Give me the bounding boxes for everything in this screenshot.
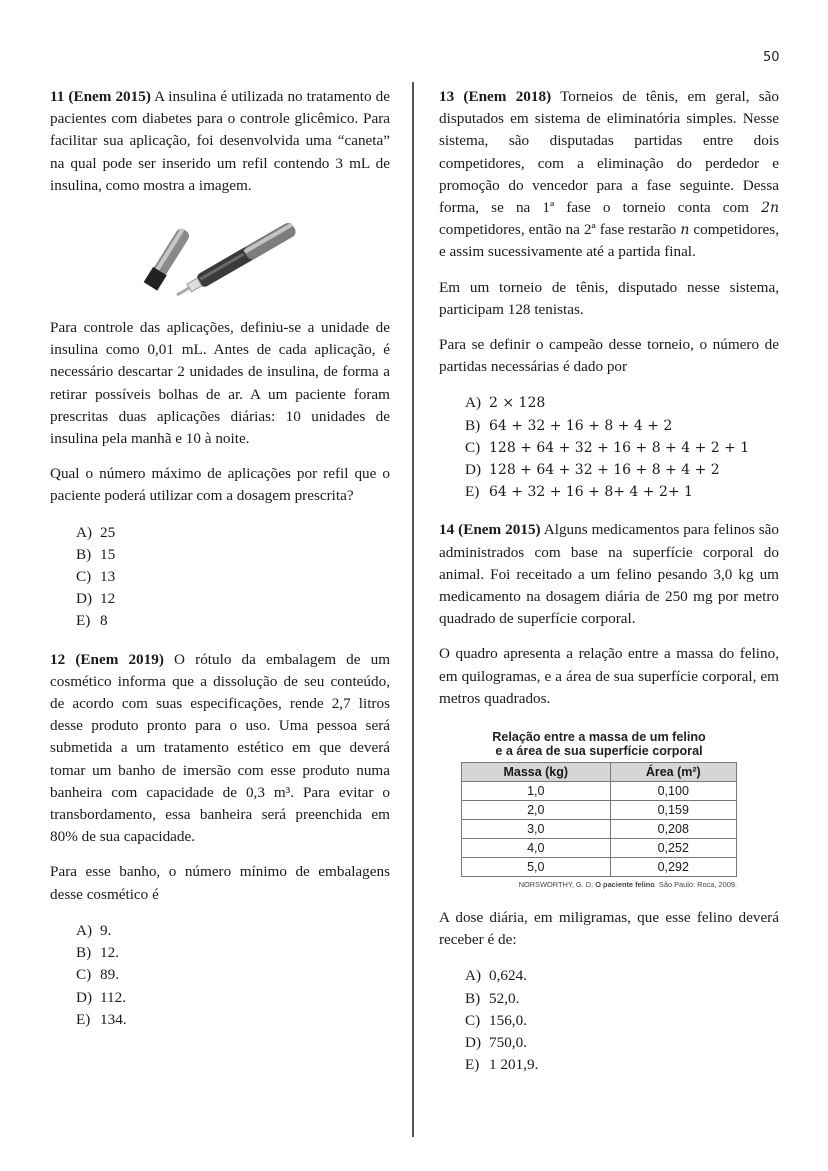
table-row: 5,0 0,292 — [462, 858, 737, 877]
question-13-prompt: Para se definir o campeão desse torneio, o número de partidas necessárias é dado por — [439, 336, 779, 376]
insulin-pen-image — [138, 217, 298, 297]
option-e[interactable]: E) 134. — [76, 1010, 127, 1028]
question-11-header: 11 (Enem 2015) — [50, 88, 151, 105]
question-13-intro: 13 (Enem 2018) Torneios de tênis, em geral, são disputados em sistema de eliminatória simples. Nesse sistema, são disputadas partidas entre dois competidores, com a eliminação do perdedor e promoção do vencedor para a fase seguinte. Dessa forma, se na 1ª fase o torneio conta com 2n competidores, então na 2ª fase restarão n competidores, e assim sucessivamente até a partida final. — [439, 88, 779, 261]
table-citation: NORSWORTHY, G. D. O paciente felino. São Paulo: Roca, 2009. — [518, 880, 737, 890]
question-11-body: Para controle das aplicações, definiu-se a unidade de insulina como 0,01 mL. Antes de cada aplicação, é necessário descartar 2 unidades de insulina, de forma a retirar possíveis bolhas de ar. A um paciente foram prescritas duas aplicações diárias: 10 unidades de insulina pela manhã e 10 à noite. — [50, 319, 390, 448]
question-12-header: 12 (Enem 2019) — [50, 650, 164, 668]
question-11-options — [76, 522, 390, 633]
table-row: 1,0 0,100 — [462, 782, 737, 801]
question-13-context: Em um torneio de tênis, disputado nesse sistema, participam 128 tenistas. — [439, 278, 779, 318]
option-b[interactable]: B) 52,0. — [465, 989, 520, 1007]
option-a[interactable]: A) 0,624. — [465, 967, 527, 985]
option-d[interactable]: D) 750,0. — [465, 1034, 527, 1052]
question-13-options — [465, 392, 779, 503]
question-14-header: 14 (Enem 2015) — [439, 521, 541, 539]
question-11-prompt: Qual o número máximo de aplicações por refil que o paciente poderá utilizar com a dosagem prescrita? — [50, 465, 390, 505]
column-header-area: Área (m²) — [610, 763, 736, 782]
option-e[interactable]: E) 1 201,9. — [465, 1056, 539, 1074]
option-e[interactable]: E) 64 + 32 + 16 + 8+ 4 + 2+ 1 — [465, 483, 693, 501]
question-12 — [50, 649, 390, 1031]
data-table — [461, 762, 737, 877]
table-row: 2,0 0,159 — [462, 801, 737, 820]
question-11 — [50, 86, 390, 633]
option-d[interactable]: D) 112. — [76, 988, 127, 1006]
option-c[interactable]: C) 13 — [76, 568, 116, 586]
option-e[interactable]: E) 8 — [76, 612, 108, 630]
question-14-prompt: A dose diária, em miligramas, que esse felino deverá receber é de: — [439, 909, 779, 949]
option-a[interactable]: A) 25 — [76, 523, 116, 541]
question-14-context: O quadro apresenta a relação entre a massa do felino, em quilogramas, e a área de sua superfície corporal, em metros quadrados. — [439, 645, 779, 707]
option-a[interactable]: A) 2 × 128 — [465, 394, 546, 412]
table-row: 3,0 0,208 — [462, 820, 737, 839]
option-d[interactable]: D) 128 + 64 + 32 + 16 + 8 + 4 + 2 — [465, 461, 720, 479]
table-row: 4,0 0,252 — [462, 839, 737, 858]
mass-area-table — [461, 730, 737, 889]
option-b[interactable]: B) 12. — [76, 944, 119, 962]
page-number: 50 — [763, 50, 780, 65]
column-header-mass: Massa (kg) — [462, 763, 611, 782]
question-14-options — [465, 965, 779, 1076]
question-14 — [439, 519, 779, 1076]
option-b[interactable]: B) 64 + 32 + 16 + 8 + 4 + 2 — [465, 416, 673, 434]
question-13 — [439, 86, 779, 503]
question-13-header: 13 (Enem 2018) — [439, 88, 552, 105]
question-12-options — [76, 920, 390, 1031]
table-title: Relação entre a massa de um felino e a área de sua superfície corporal — [492, 730, 706, 759]
right-column — [439, 86, 779, 1093]
table-header-row — [462, 763, 737, 782]
question-12-intro: 12 (Enem 2019) O rótulo da embalagem de um cosmético informa que a dissolução de seu conteúdo, de acordo com suas especificações, rende 2,7 litros desse produto pronto para o uso. Uma pessoa será submetida a um tratamento estético em que deverá tomar um banho de imersão com esse produto numa banheira com capacidade de 0,3 m³. Para evitar o transbordamento, essa banheira será preenchida em 80% de sua capacidade. — [50, 650, 391, 846]
question-14-intro: 14 (Enem 2015) Alguns medicamentos para felinos são administrados com base na superfície corporal do animal. Foi receitado a um felino pesando 3,0 kg um medicamento na dosagem diária de 250 mg por metro quadrado de superfície corporal. — [439, 521, 779, 628]
question-11-intro: 11 (Enem 2015) A insulina é utilizada no tratamento de pacientes com diabetes para o controle glicêmico. Para facilitar sua aplicação, foi desenvolvida uma “caneta” na qual pode ser inserido um refil contendo 3 mL de insulina, como mostra a imagem. — [50, 88, 390, 194]
option-c[interactable]: C) 156,0. — [465, 1011, 527, 1029]
option-b[interactable]: B) 15 — [76, 545, 116, 563]
option-c[interactable]: C) 89. — [76, 966, 119, 984]
option-a[interactable]: A) 9. — [76, 921, 112, 939]
question-12-prompt: Para esse banho, o número mínimo de embalagens desse cosmético é — [50, 863, 390, 903]
option-c[interactable]: C) 128 + 64 + 32 + 16 + 8 + 4 + 2 + 1 — [465, 438, 750, 456]
column-divider — [412, 82, 414, 1137]
option-d[interactable]: D) 12 — [76, 590, 116, 608]
left-column — [50, 86, 390, 1047]
